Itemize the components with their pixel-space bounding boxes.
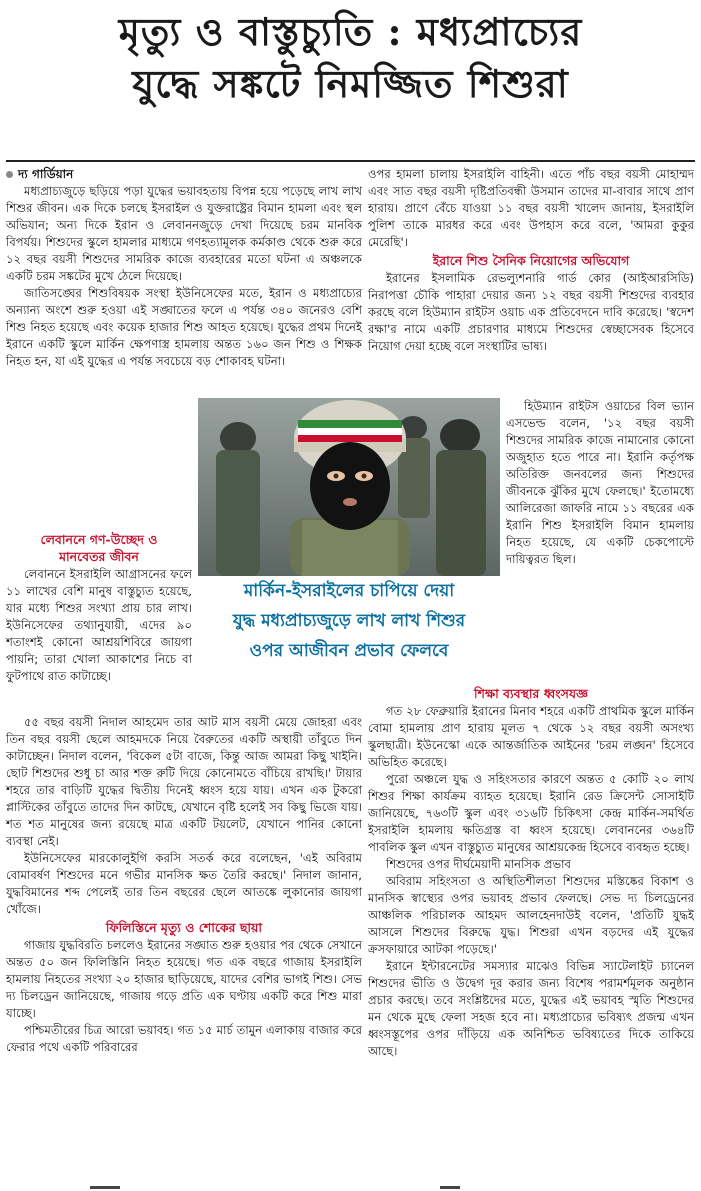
right-paragraph-3: হিউম্যান রাইটস ওয়াচের বিল ভ্যান এসভেল্ড বলেন, '১২ বছর বয়সী শিশুদের সামরিক কাজে নামানোর কোনো অজুহাত হতে পারে না। ইরানি কর্তৃপক্ষ অতিরিক্ত জনবলের জন্য শিশুদের জীবনকে ঝুঁকির মুখে ফেলছে।' ইতোমধ্যে আলিরেজা জাফরি নামে ১১ বছরের এক ইরানি শিশু ইসরাইলি বিমান হামলায় নিহত হয়েছে, যে একটি চেকপোস্টে দায়িত্বরত ছিল। <box>506 399 694 566</box>
page-bottom-edge <box>0 1179 701 1191</box>
right-paragraph-1: ওপর হামলা চালায় ইসরাইলি বাহিনী। এতে পাঁচ বছর বয়সী মোহাম্মদ এবং সাত বছর বয়সী দৃষ্টিপ্রতিবন্ধী উসমান তাদের মা-বাবার সাথে প্রাণ হারায়। প্রাণে বেঁচে যাওয়া ১১ বছর বয়সী খালেদ জানায়, ইসরাইলি পুলিশ তাকে মারধর করে এবং উপহাস করে বলে, 'আমরা কুকুর মেরেছি'। <box>368 167 694 249</box>
right-paragraph-5: পুরো অঞ্চলে যুদ্ধ ও সহিংসতার কারণে অন্তত ৫ কোটি ২০ লাখ শিশুর শিক্ষা কার্যক্রম ব্যাহত হয়েছে। ইরানি রেড ক্রিসেন্ট সোসাইটি জানিয়েছে, ৭৬৩টি স্কুল এবং ৩১৬টি চিকিৎসা কেন্দ্র মার্কিন-সমর্থিত ইসরাইলি হামলায় ক্ষতিগ্রস্ত বা ধ্বংস হয়েছে। লেবাননের ৩৬৪টি পাবলিক স্কুল এখন বাস্তুচ্যুত মানুষের আশ্রয়কেন্দ্র হিসেবে ব্যবহৃত হচ্ছে। <box>368 772 694 854</box>
page-title <box>0 6 701 110</box>
article-left-column <box>6 166 362 370</box>
subheading-lebanon-line-2: মানবেতর জীবন <box>59 549 139 564</box>
right-paragraph-4: গত ২৮ ফেব্রুয়ারি ইরানের মিনাব শহরে একটি প্রাথমিক স্কুলে মার্কিন বোমা হামলায় প্রাণ হারায় মূলত ৭ থেকে ১২ বছর বয়সী অসংখ্য স্কুলছাত্রী। ইউনেস্কো একে আন্তর্জাতিক আইনের 'চরম লঙ্ঘন' হিসেবে অভিহিত করেছে। <box>368 704 694 769</box>
article-right-upper <box>368 166 694 355</box>
bottom-mark <box>440 1186 460 1189</box>
left-paragraph-5: ইউনিসেফের মারকোলুইগি করসি সতর্ক করে বলেছেন, 'এই অবিরাম বোমাবর্ষণ শিশুদের মনে গভীর মানসিক ক্ষত তৈরি করছে।' নিদাল জানান, যুদ্ধবিমানের শব্দ পেলেই তার তিন বছরের ছেলে আতঙ্কে লুকানোর জায়গা খোঁজে। <box>6 851 362 916</box>
article-left-lower <box>6 714 362 1056</box>
news-photo <box>198 398 500 576</box>
subheading-lebanon <box>6 531 192 565</box>
headline-line-1: মৃত্যু ও বাস্তুচ্যুতি : মধ্যপ্রাচ্যের <box>118 9 583 54</box>
left-paragraph-1: মধ্যপ্রাচ্যজুড়ে ছড়িয়ে পড়া যুদ্ধের ভয়াবহতায় বিপন্ন হয়ে পড়েছে লাখ লাখ শিশুর জীবন। এক দিকে চলছে ইসরাইল ও যুক্তরাষ্ট্রের বিমান হামলা এবং স্থল অভিযান; অন্য দিকে ইরান ও লেবাননজুড়ে দেখা দিয়েছে চরম মানবিক বিপর্যয়। শিশুদের স্কুলে হামলার মাধ্যমে গণহত্যামূলক কর্মকাণ্ড থেকে শুরু করে ১২ বছর বয়সী শিশুদের সামরিক কাজে ব্যবহারের মতো ঘটনা এ অঞ্চলকে একটি চরম সঙ্কটের মুখে ঠেলে দিয়েছে। <box>6 184 362 283</box>
photo-caption <box>198 576 500 672</box>
left-paragraph-7: পশ্চিমতীরের চিত্র আরো ভয়াবহ। গত ১৫ মার্চ তামুন এলাকায় বাজার করে ফেরার পথে একটি পরিবারের <box>6 1023 362 1054</box>
byline <box>6 166 362 183</box>
right-paragraph-7: ইরানে ইন্টারনেটের সমস্যার মাঝেও বিভিন্ন স্যাটেলাইট চ্যানেল শিশুদের ভীতি ও উদ্বেগ দূর করার জন্য বিশেষ পরামর্শমূলক অনুষ্ঠান প্রচার করছে। তবে সংশ্লিষ্টদের মতে, যুদ্ধের এই ভয়াবহ স্মৃতি শিশুদের মন থেকে মুছে ফেলা সহজ হবে না। মধ্যপ্রাচ্যের ভবিষ্যৎ প্রজন্ম এখন ধ্বংসস্তূপের ওপর দাঁড়িয়ে এক অনিশ্চিত ভবিষ্যতের দিকে তাকিয়ে আছে। <box>368 959 694 1058</box>
left-paragraph-6: গাজায় যুদ্ধবিরতি চললেও ইরানের সঙ্ঘাত শুরু হওয়ার পর থেকে সেখানে অন্তত ৫০ জন ফিলিস্তিনি নিহত হয়েছে। গত এক বছরে গাজায় ইসরাইলি হামলায় নিহতের সংখ্যা ২০ হাজার ছাড়িয়েছে, যাদের বেশির ভাগই শিশু। সেভ দ্য চিলড্রেন জানিয়েছে, গাজায় গড়ে প্রতি এক ঘণ্টায় একটি করে শিশু মারা যাচ্ছে। <box>6 938 362 1020</box>
left-paragraph-2: জাতিসঙ্ঘের শিশুবিষয়ক সংস্থা ইউনিসেফের মতে, ইরান ও মধ্যপ্রাচ্যের অন্যান্য অংশে শুরু হওয়া এই সঙ্ঘাতের ফলে এ পর্যন্ত ৩৪০ জনেরও বেশি শিশু নিহত হয়েছে এবং কয়েক হাজার শিশু আহত হয়েছে। যুদ্ধের প্রথম দিনেই ইরানে একটি স্কুলে মার্কিন ক্ষেপণাস্ত্র হামলায় অন্তত ১৬০ জন শিশু ও শিক্ষক নিহত হন, যা এই যুদ্ধের এ পর্যন্ত সবচেয়ে বড় শোকাবহ ঘটনা। <box>6 286 362 368</box>
subheading-iran-child-soldiers: ইরানে শিশু সৈনিক নিয়োগের অভিযোগ <box>432 253 630 268</box>
subheading-psychological: শিশুদের ওপর দীর্ঘমেয়াদী মানসিক প্রভাব <box>386 857 571 871</box>
left-paragraph-3: লেবাননে ইসরাইলি আগ্রাসনের ফলে ১১ লাখের বেশি মানুষ বাস্তুচ্যুত হয়েছে, যার মধ্যে শিশুর সংখ্যা প্রায় চার লাখ। ইউনিসেফের তথ্যানুযায়ী, এদের ৯০ শতাংশই কোনো আশ্রয়শিবিরে জায়গা পায়নি; তারা খোলা আকাশের নিচে বা ফুটপাথে রাত কাটাচ্ছে। <box>6 567 192 683</box>
left-paragraph-4: ৫৫ বছর বয়সী নিদাল আহমেদ তার আট মাস বয়সী মেয়ে জোহরা এবং তিন বছর বয়সী ছেলে আহমদকে নিয়ে বৈরুতের একটি অস্থায়ী তাঁবুতে দিন কাটাচ্ছেন। নিদাল বলেন, 'বিকেল ৫টা বাজে, কিন্তু আজ আমরা কিছু খাইনি। ছোট শিশুদের শুধু চা আর শক্ত রুটি দিয়ে কোনোমতে বাঁচিয়ে রাখছি।' টায়ার শহরে তার বাড়িটি যুদ্ধের দ্বিতীয় দিনেই ধ্বংস হয়ে যায়। এখন এক টুকরো প্লাস্টিকের তাঁবুতে তাদের দিন কাটছে, যেখানে বৃষ্টি হলেই সব কিছু ভিজে যায়। শত শত মানুষের জন্য রয়েছে মাত্র একটি টয়লেট, যেখানে পানির কোনো ব্যবস্থা নেই। <box>6 715 362 848</box>
right-paragraph-6: অবিরাম সহিংসতা ও অস্থিতিশীলতা শিশুদের মস্তিষ্কের বিকাশ ও মানসিক স্বাস্থ্যের ওপর ভয়াবহ প্রভাব ফেলছে। সেভ দ্য চিলড্রেনের আঞ্চলিক পরিচালক আহমদ আলহেনদাউই বলেন, 'প্রতিটি যুদ্ধই আসলে শিশুদের বিরুদ্ধে যুদ্ধ। শিশুরা এখন বড়দের এই যুদ্ধের ক্রসফায়ারে আটকা পড়েছে।' <box>368 874 694 956</box>
article-right-narrow <box>506 398 694 568</box>
subheading-lebanon-line-1: লেবাননে গণ-উচ্ছেদ ও <box>40 532 158 547</box>
caption-line-3: ওপর আজীবন প্রভাব ফেলবে <box>249 641 449 661</box>
right-paragraph-2: ইরানের ইসলামিক রেভল্যুশনারি গার্ড কোর (আইআরসিডি) নিরাপত্তা চৌকি পাহারা দেয়ার জন্য ১২ বছর বয়সী শিশুদের ব্যবহার করছে বলে হিউম্যান রাইটস ওয়াচ এক প্রতিবেদনে দাবি করেছে। 'স্বদেশ রক্ষা'র নামে একটি প্রচারণার মাধ্যমে শিশুদের স্বেচ্ছাসেবক হিসেবে নিয়োগ দেয়া হচ্ছে বলে সংস্থাটির ভাষ্য। <box>368 271 694 353</box>
caption-line-2: যুদ্ধ মধ্যপ্রাচ্যজুড়ে লাখ লাখ শিশুর <box>232 611 466 631</box>
bullet-icon <box>6 171 13 178</box>
subheading-palestine: ফিলিস্তিনে মৃত্যু ও শোকের ছায়া <box>105 920 263 935</box>
article-left-narrow <box>6 530 192 685</box>
child-soldier-photo-illustration <box>198 398 500 576</box>
article-right-lower <box>368 684 694 1060</box>
caption-line-1: মার্কিন-ইসরাইলের চাপিয়ে দেয়া <box>243 581 455 601</box>
subheading-education: শিক্ষা ব্যবস্থার ধ্বংসযজ্ঞ <box>473 686 589 701</box>
headline-line-2: যুদ্ধে সঙ্কটে নিমজ্জিত শিশুরা <box>132 61 569 106</box>
byline-text: দ্য গার্ডিয়ান <box>18 167 74 181</box>
bottom-mark <box>90 1186 120 1189</box>
headline-rule <box>6 160 695 162</box>
